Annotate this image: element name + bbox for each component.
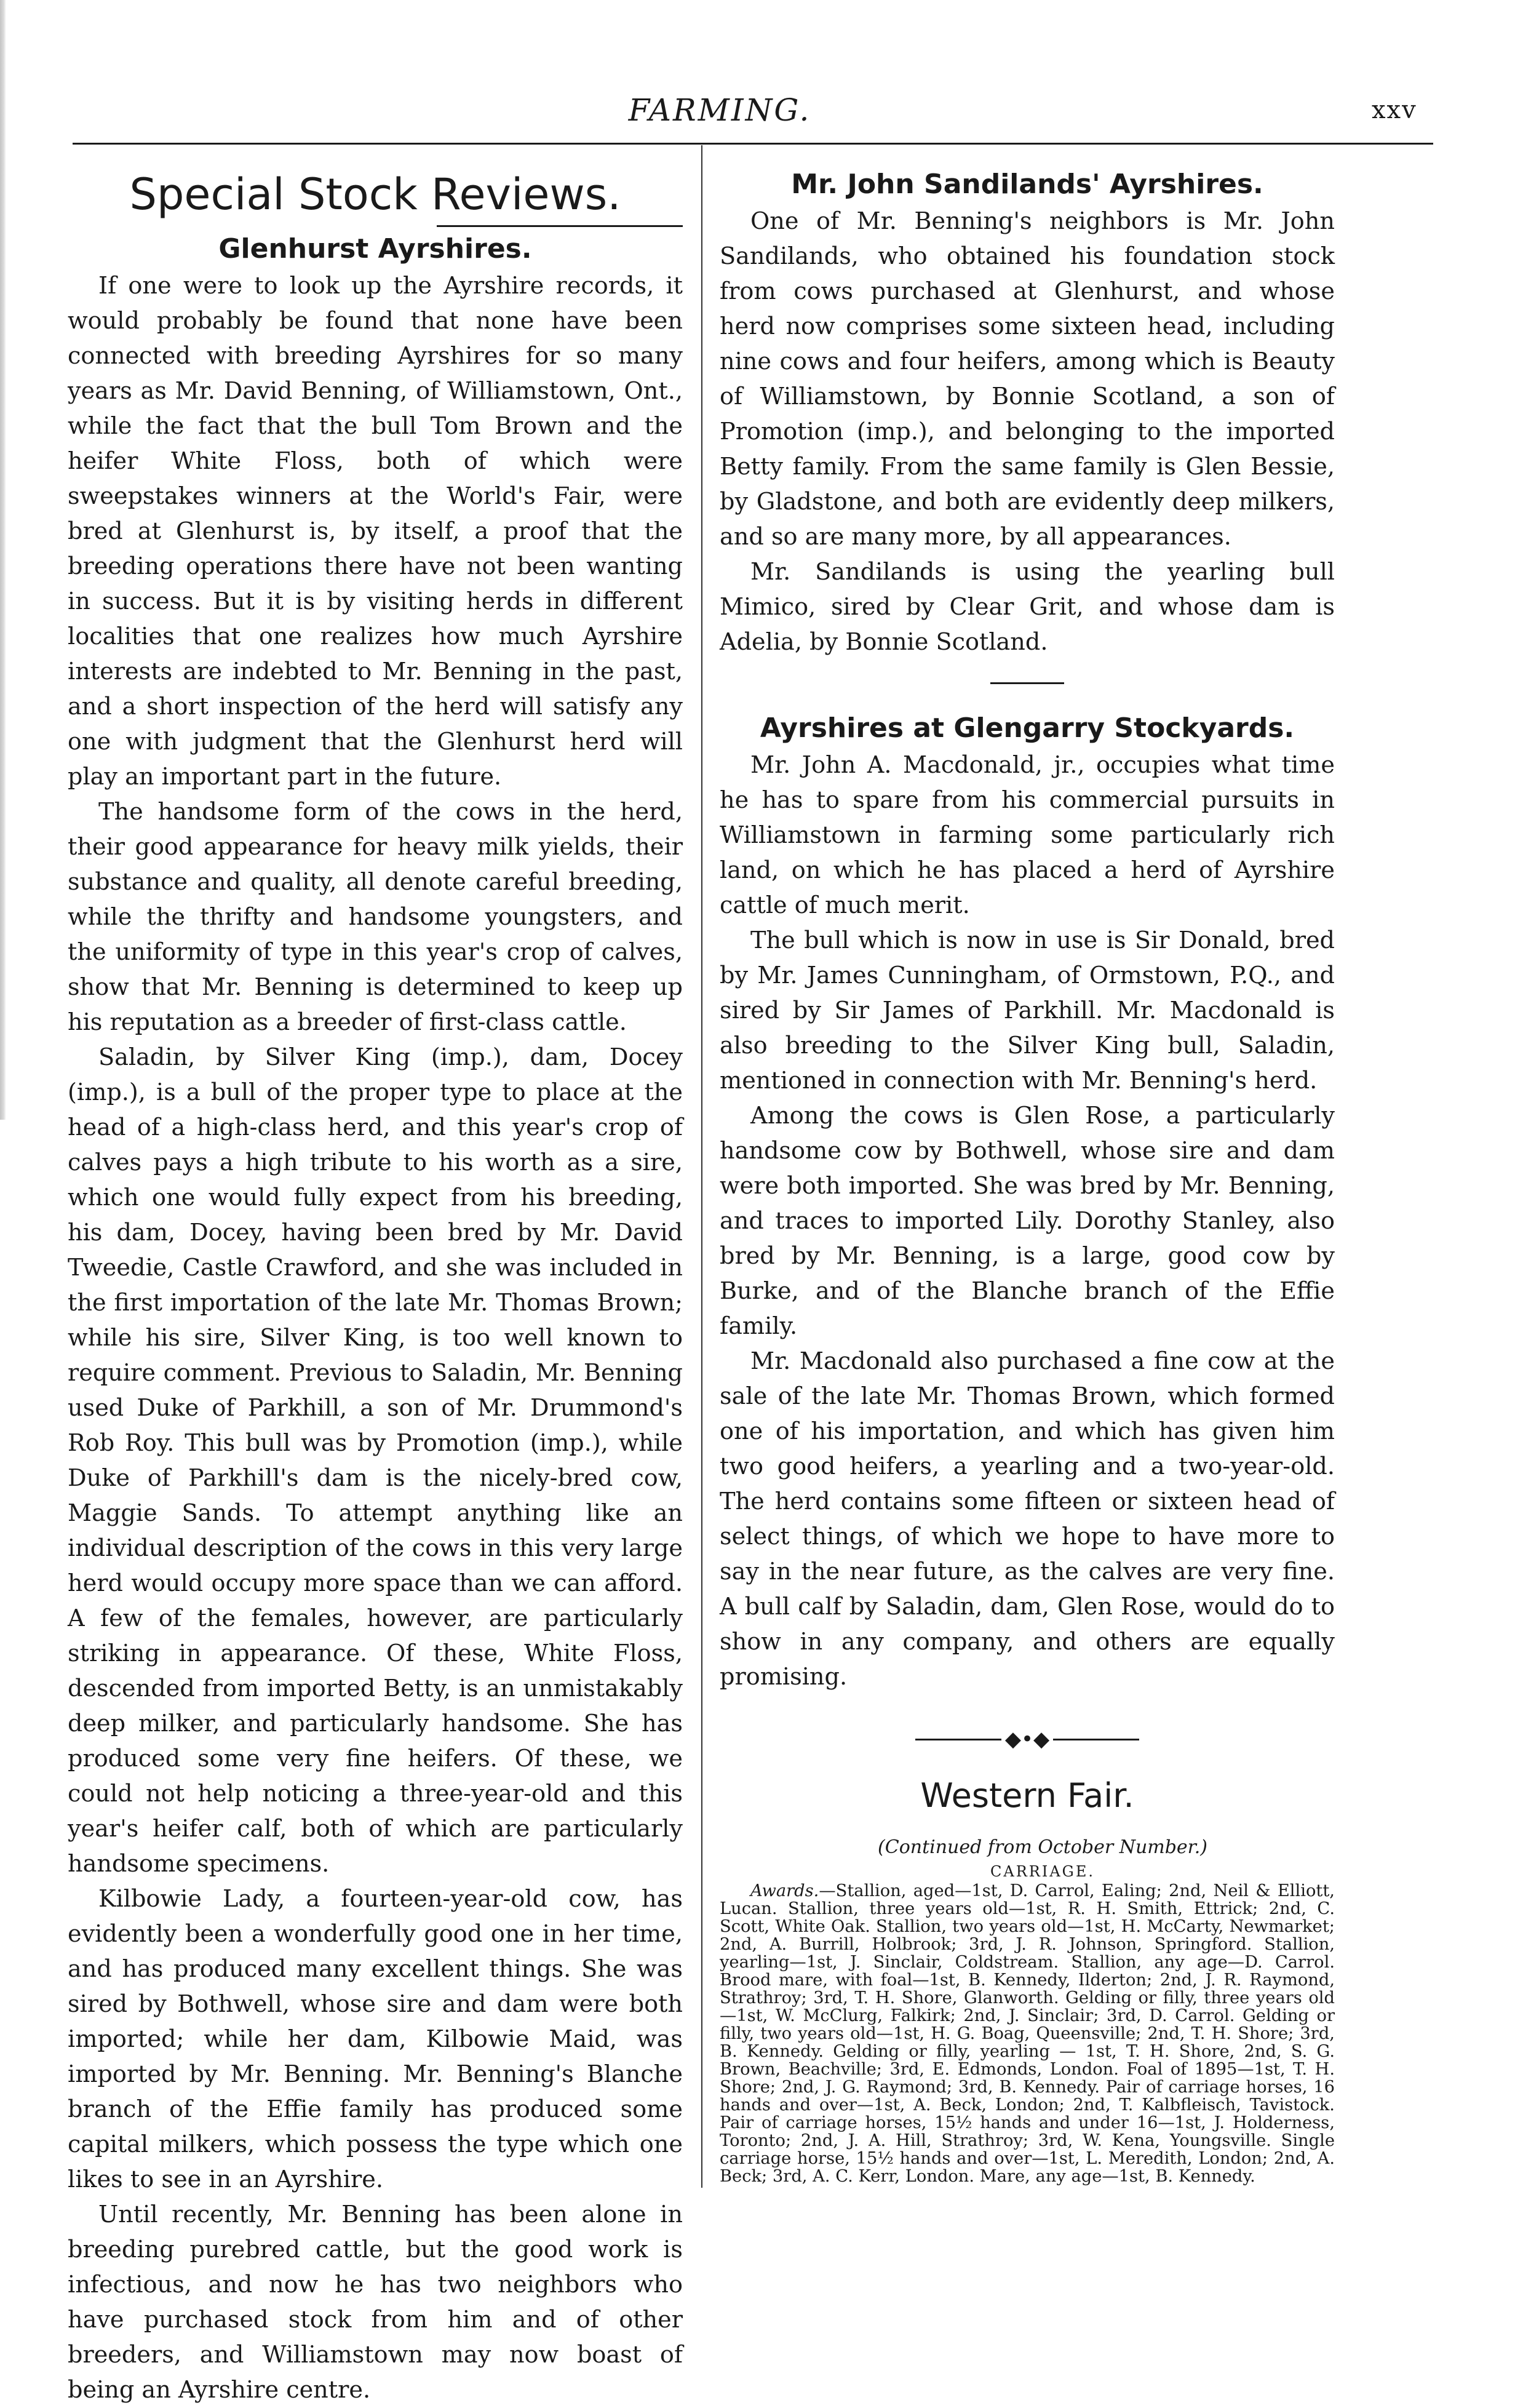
paragraph: Saladin, by Silver King (imp.), dam, Docey (imp.), is a bull of the proper type to place at the head of a high-class herd, and this year's crop of calves pays a high tribute to his worth as a sire, which one would fully expect from his breeding, his dam, Docey, having been bred by Mr. David Tweedie, Castle Crawford, and she was included in the first importation of the late Mr. Thomas Brown; while his sire, Silver King, is too well known to require comment. Previous to Saladin, Mr. Benning used Duke of Parkhill, a son of Mr. Drummond's Rob Roy. This bull was by Promotion (imp.), while Duke of Parkhill's dam is the nicely-bred cow, Maggie Sands. To attempt anything like an individual description of the cows in this very large herd would occupy more space than we can afford. A few of the females, however, are particularly striking in appearance. Of these, White Floss, descended from imported Betty, is an unmistakably deep milker, and particularly handsome. She has produced some very fine heifers. Of these, we could not help noticing a three-year-old and this year's heifer calf, both of which are particularly handsome specimens. [68,1044,683,1878]
ornament-line [1053,1739,1139,1740]
awards-text: —Stallion, aged—1st, D. Carrol, Ealing; 2nd, Neil & Elliott, Lucan. Stallion, three years old—1st, R. H. Smith, Ettrick; 2nd, C. Scott, White Oak. Stallion, two years old—1st, H. McCarty, Newmarket; 2nd, A. Burrill, Holbrook; 3rd, J. R. Johnson, Springford. Stallion, yearling—1st, J. Sinclair, Coldstream. Stallion, any age—D. Carrol. Brood mare, with foal—1st, B. Kennedy, Ilderton; 2nd, J. R. Raymond, Strathroy; 3rd, T. H. Shore, Glanworth. Gelding or filly, three years old—1st, W. McClurg, Falkirk; 2nd, J. Sinclair; 3rd, D. Carrol. Gelding or filly, two years old—1st, H. G. Boag, Queensville; 2nd, T. H. Shore; 3rd, B. Kennedy. Gelding or filly, yearling — 1st, T. H. Shore, 2nd, S. G. Brown, Beachville; 3rd, E. Edmonds, London. Foal of 1895—1st, T. H. Shore; 2nd, J. G. Raymond; 3rd, B. Kennedy. Pair of carriage horses, 16 hands and over—1st, A. Beck, London; 2nd, T. Kalbfleisch, Tavistock. Pair of carriage horses, 15½ hands and under 16—1st, J. Holderness, Toronto; 2nd, J. A. Hill, Strathroy; 3rd, W. Kena, Youngsville. Single carriage horse, 15½ hands and over—1st, L. Meredith, London; 2nd, A. Beck; 3rd, A. C. Kerr, London. Mare, any age—1st, B. Kennedy. [720,1881,1335,2186]
journal-name: FARMING. [628,92,811,128]
paragraph: The bull which is now in use is Sir Donald, bred by Mr. James Cunningham, of Ormstown, P.Q., and sired by Sir James of Parkhill. Mr. Macdonald is also breeding to the Silver King bull, Saladin, mentioned in connection with Mr. Benning's herd. [720,927,1335,1094]
continued-note: (Continued from October Number.) [878,1836,1207,1858]
header-rule [73,143,1433,145]
left-column [68,165,683,2408]
article-title-glenhurst: Glenhurst Ayrshires. [218,233,532,265]
paragraph: Until recently, Mr. Benning has been alone in breeding purebred cattle, but the good work is infectious, and now he has two neighbors who have purchased stock from him and of other breeders, and Williamstown may now boast of being an Ayrshire centre. [68,2201,683,2404]
paragraph: The handsome form of the cows in the herd, their good appearance for heavy milk yields, their substance and quality, all denote careful breeding, while the thrifty and handsome youngsters, and the uniformity of type in this year's crop of calves, show that Mr. Benning is determined to keep up his reputation as a breeder of first-class cattle. [68,799,683,1036]
page-number: xxv [1372,96,1417,124]
running-head [0,92,1515,135]
paragraph: Mr. Sandilands is using the yearling bull Mimico, sired by Clear Grit, and whose dam is Adelia, by Bonnie Scotland. [720,559,1335,656]
paragraph: Kilbowie Lady, a fourteen-year-old cow, has evidently been a wonderfully good one in her time, and has produced many excellent things. She was sired by Bothwell, whose sire and dam were both imported; while her dam, Kilbowie Maid, was imported by Mr. Benning. Mr. Benning's Blanche branch of the Effie family has produced some capital milkers, which possess the type which one likes to see in an Ayrshire. [68,1886,683,2193]
paragraph: Mr. John A. Macdonald, jr., occupies what time he has to spare from his commercial pursuits in Williamstown in farming some particularly rich land, on which he has placed a herd of Ayrshire cattle of much merit. [720,752,1335,919]
scan-edge-shadow [0,0,6,1120]
column-divider [701,145,702,2188]
main-title: Special Stock Reviews. [129,169,621,220]
section-label: CARRIAGE. [990,1863,1095,1880]
paragraph: Among the cows is Glen Rose, a particularly handsome cow by Bothwell, whose sire and dam were both imported. She was bred by Mr. Benning, and traces to imported Lily. Dorothy Stanley, also bred by Mr. Benning, is a large, good cow by Burke, and of the Blanche branch of the Effie family. [720,1102,1335,1340]
article-title-sandilands: Mr. John Sandilands' Ayrshires. [791,169,1263,200]
article-title-glengarry: Ayrshires at Glengarry Stockyards. [760,712,1295,744]
ornament-glyph: ◆•◆ [1004,1727,1050,1752]
ornament-divider [720,1726,1335,1752]
right-column [720,165,1335,2185]
awards-lead: Awards. [750,1881,819,1900]
title-rule [437,225,683,227]
section-divider [990,682,1064,684]
awards-list [720,1882,1335,2185]
paragraph: One of Mr. Benning's neighbors is Mr. John Sandilands, who obtained his foundation stock from cows purchased at Glenhurst, and whose herd now comprises some sixteen head, including nine cows and four heifers, among which is Beauty of Williamstown, by Bonnie Scotland, a son of Promotion (imp.), and belonging to the imported Betty family. From the same family is Glen Bessie, by Gladstone, and both are evidently deep milkers, and so are many more, by all appearances. [720,208,1335,551]
paragraph: Mr. Macdonald also purchased a fine cow at the sale of the late Mr. Thomas Brown, which formed one of his importation, and which has given him two good heifers, a yearling and a two-year-old. The herd contains some fifteen or sixteen head of select things, of which we hope to have more to say in the near future, as the calves are very fine. A bull calf by Saladin, dam, Glen Rose, would do to show in any company, and others are equally promising. [720,1348,1335,1691]
paragraph: If one were to look up the Ayrshire records, it would probably be found that none have been connected with breeding Ayrshires for so many years as Mr. David Benning, of Williamstown, Ont., while the fact that the bull Tom Brown and the heifer White Floss, both of which were sweepstakes winners at the World's Fair, were bred at Glenhurst is, by itself, a proof that the breeding operations there have not been wanting in success. But it is by visiting herds in different localities that one realizes how much Ayrshire interests are indebted to Mr. Benning in the past, and a short inspection of the herd will satisfy any one with judgment that the Glenhurst herd will play an important part in the future. [68,273,683,791]
article-title-western-fair: Western Fair. [920,1776,1134,1815]
ornament-line [915,1739,1001,1740]
